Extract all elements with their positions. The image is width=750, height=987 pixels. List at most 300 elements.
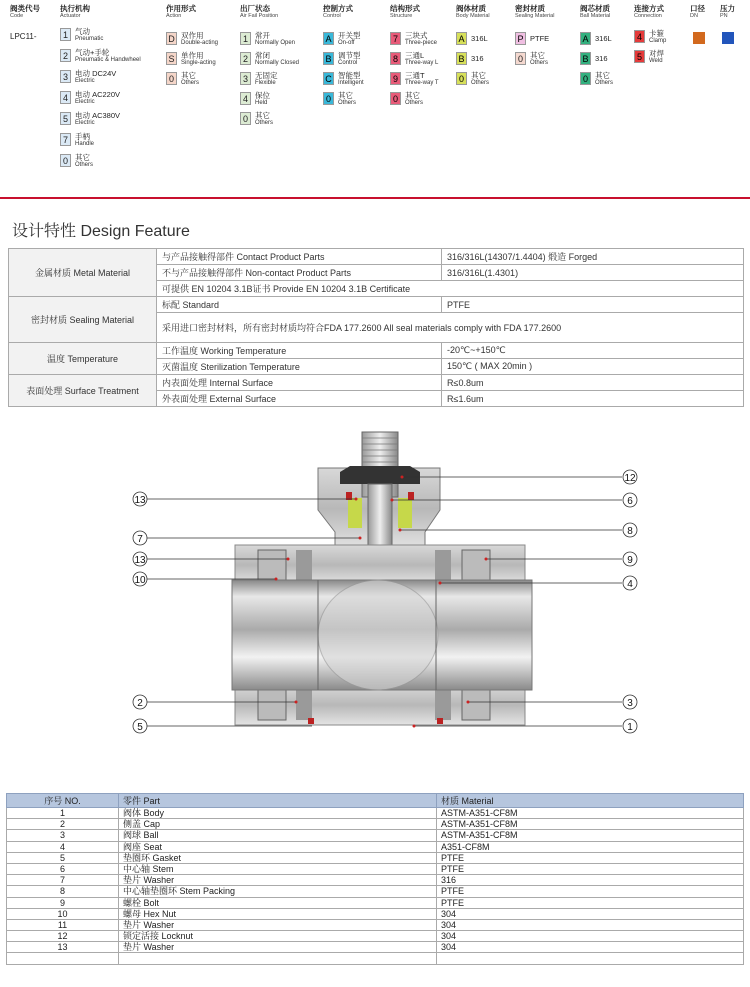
option-code-badge: 7 — [390, 32, 401, 45]
option-code-badge: A — [456, 32, 467, 45]
column-label: Electric — [75, 119, 95, 126]
spec-cell: 标配 Standard — [157, 297, 442, 313]
table-row — [7, 863, 744, 874]
callout-right-2: 6 — [627, 496, 633, 507]
column-label — [515, 4, 554, 19]
column-label: 口径 — [690, 4, 705, 13]
option-label: 对焊 — [649, 49, 664, 58]
table-cell: 2 — [7, 819, 119, 830]
gasket-tr — [435, 550, 451, 584]
code-prefix: LPC11- — [10, 32, 37, 41]
option-label: 三通L — [405, 51, 425, 60]
option-label: 其它 — [405, 91, 420, 100]
option-label — [405, 52, 438, 67]
option-item — [323, 92, 356, 107]
table-cell: 13 — [7, 942, 119, 953]
option-item — [60, 70, 116, 85]
option-label: 电动 DC24V — [75, 69, 117, 78]
option-label — [405, 92, 423, 107]
column-label: Others — [405, 99, 424, 106]
option-label — [75, 91, 120, 106]
table-header-row — [7, 794, 744, 808]
option-label: 手柄 — [75, 132, 90, 141]
column-label: Action — [166, 13, 182, 19]
header-material: 材质 Material — [437, 794, 744, 808]
table-cell: 阀座 Seat — [119, 841, 437, 852]
option-code-badge: P — [515, 32, 526, 45]
column-label — [323, 4, 353, 19]
table-cell: 304 — [437, 919, 744, 930]
option-item — [634, 50, 664, 65]
column-label: Others — [338, 99, 357, 106]
option-label: 气动 — [75, 27, 90, 36]
column-label: Others — [530, 59, 549, 66]
option-label: 双作用 — [181, 31, 204, 40]
column-label: 结构形式 — [390, 4, 420, 13]
table-cell: 7 — [7, 875, 119, 886]
column-label: 出厂状态 — [240, 4, 270, 13]
table-cell: PTFE — [437, 886, 744, 897]
option-label — [530, 32, 549, 45]
spec-value: R≤1.6um — [442, 391, 744, 407]
gasket-tl — [296, 550, 312, 584]
table-cell: ASTM-A351-CF8M — [437, 819, 744, 830]
option-label: 316L — [471, 34, 488, 43]
column-label: Air Fail Position — [240, 13, 279, 19]
column-label — [456, 4, 490, 19]
seal-mark-br — [437, 718, 443, 724]
option-label — [255, 72, 278, 87]
table-cell: 11 — [7, 919, 119, 930]
table-cell: 侧盖 Cap — [119, 819, 437, 830]
option-label: 智能型 — [338, 71, 361, 80]
packing-left — [348, 498, 362, 528]
table-cell: 3 — [7, 830, 119, 841]
column-label: PN — [720, 13, 728, 19]
option-label — [181, 52, 216, 67]
option-label — [471, 32, 488, 45]
table-cell: 锁定活接 Locknut — [119, 931, 437, 942]
table-cell: 垫片 Washer — [119, 919, 437, 930]
option-code-badge: 4 — [634, 30, 645, 43]
table-row — [9, 297, 744, 313]
column-label: 作用形式 — [166, 4, 196, 13]
table-cell: 阀体 Body — [119, 808, 437, 819]
column-label: 控制方式 — [323, 4, 353, 13]
option-label: 电动 AC380V — [75, 111, 121, 120]
option-label — [471, 72, 489, 87]
option-label: 保位 — [255, 91, 270, 100]
option-item — [60, 49, 141, 64]
table-cell: 垫片 Washer — [119, 875, 437, 886]
table-row — [7, 931, 744, 942]
option-label — [75, 133, 94, 148]
spec-cell: 可提供 EN 10204 3.1B证书 Provide EN 10204 3.1B Certificate — [157, 281, 744, 297]
option-label — [181, 32, 218, 47]
column-label: Connection — [634, 13, 662, 19]
spec-value: R≤0.8um — [442, 375, 744, 391]
table-cell: A351-CF8M — [437, 841, 744, 852]
column-label — [240, 4, 278, 19]
option-item — [60, 133, 94, 148]
option-item — [580, 52, 608, 65]
option-label — [649, 30, 666, 45]
option-label — [75, 154, 93, 169]
option-code-badge: 0 — [390, 92, 401, 105]
table-cell: 304 — [437, 931, 744, 942]
callout-left-2: 7 — [137, 534, 143, 545]
option-label: 卡箍 — [649, 29, 664, 38]
option-item — [456, 52, 484, 65]
option-item — [390, 52, 438, 67]
option-label — [75, 49, 141, 64]
column-label: Three-way T — [405, 79, 439, 86]
option-item — [240, 72, 278, 87]
option-code-badge: 7 — [60, 133, 71, 146]
col-action — [166, 4, 196, 19]
category-cell: 密封材质 Sealing Material — [9, 297, 157, 343]
option-code-badge: 0 — [515, 52, 526, 65]
table-cell: 12 — [7, 931, 119, 942]
option-item — [166, 32, 218, 47]
option-label — [338, 32, 361, 47]
option-code-badge: 0 — [240, 112, 251, 125]
spec-cell: 外表面处理 External Surface — [157, 391, 442, 407]
option-label: 其它 — [75, 153, 90, 162]
col-pn — [720, 4, 735, 19]
option-label — [595, 72, 613, 87]
option-label: 无固定 — [255, 71, 278, 80]
table-cell: 中心轴 Stem — [119, 863, 437, 874]
bolt-head-br — [462, 690, 490, 720]
option-code-badge: 5 — [634, 50, 645, 63]
table-row-blank — [7, 953, 744, 965]
column-label: Actuator — [60, 13, 81, 19]
option-item — [456, 72, 489, 87]
table-row — [7, 942, 744, 953]
header-part: 零件 Part — [119, 794, 437, 808]
col-code — [10, 4, 40, 19]
option-label — [530, 52, 548, 67]
column-label — [390, 4, 420, 19]
option-item — [580, 72, 613, 87]
callout-right-3: 8 — [627, 526, 633, 537]
table-row — [7, 919, 744, 930]
option-code-badge: 0 — [60, 154, 71, 167]
bolt-head-bl — [258, 690, 286, 720]
option-item — [515, 52, 548, 67]
column-label: Pneumatic — [75, 35, 104, 42]
option-code-badge: D — [166, 32, 177, 45]
option-item — [166, 52, 216, 67]
column-label: DN — [690, 13, 698, 19]
table-row — [9, 249, 744, 265]
column-label: Others — [75, 161, 94, 168]
column-label — [166, 4, 196, 19]
option-code-badge: S — [166, 52, 177, 65]
option-code-badge: B — [580, 52, 591, 65]
design-feature-title: 设计特性 Design Feature — [12, 223, 190, 240]
option-label — [405, 32, 437, 47]
option-item — [240, 92, 270, 107]
option-label — [471, 52, 484, 65]
spec-value: PTFE — [442, 297, 744, 313]
callout-left-6: 5 — [137, 722, 143, 733]
option-item — [323, 52, 361, 67]
column-label: Others — [181, 79, 200, 86]
callout-right-6: 3 — [627, 698, 633, 709]
option-code-badge: 1 — [240, 32, 251, 45]
option-label: 三块式 — [405, 31, 428, 40]
option-label: 其它 — [595, 71, 610, 80]
table-cell: 304 — [437, 908, 744, 919]
column-label — [580, 4, 610, 19]
option-label — [255, 112, 273, 127]
option-code-badge: 2 — [60, 49, 71, 62]
seal-right — [408, 492, 414, 500]
column-label: 阀芯材质 — [580, 4, 610, 13]
column-label: Held — [255, 99, 268, 106]
option-label — [75, 28, 103, 43]
table-row — [7, 908, 744, 919]
table-cell: 10 — [7, 908, 119, 919]
spec-value: 316/316L(14307/1.4404) 煅造 Forged — [442, 249, 744, 265]
table-cell: 垫片 Washer — [119, 942, 437, 953]
table-cell: 1 — [7, 808, 119, 819]
option-label — [181, 72, 199, 87]
option-item — [240, 52, 299, 67]
col-structure — [390, 4, 420, 19]
table-cell: 5 — [7, 852, 119, 863]
locknut-cap — [340, 466, 420, 484]
table-cell: 316 — [437, 875, 744, 886]
option-label: 三通T — [405, 71, 425, 80]
callout-left-4: 10 — [134, 575, 146, 586]
option-label: 常闭 — [255, 51, 270, 60]
option-item — [166, 72, 199, 87]
spec-value: 150℃ ( MAX 20min ) — [442, 359, 744, 375]
option-code-badge: 4 — [240, 92, 251, 105]
callout-right-1: 12 — [624, 473, 636, 484]
option-item — [60, 28, 103, 43]
option-code-badge: 0 — [166, 72, 177, 85]
table-cell: 阀球 Ball — [119, 830, 437, 841]
column-label: Control — [323, 13, 341, 19]
column-label: Others — [595, 79, 614, 86]
option-label — [255, 52, 299, 67]
col-actuator — [60, 4, 90, 19]
spec-cell: 采用进口密封材料，所有密封材质均符合FDA 177.2600 All seal materials comply with FDA 177.2600 — [157, 313, 744, 343]
option-label — [75, 112, 120, 127]
option-label: 其它 — [181, 71, 196, 80]
option-code-badge: 1 — [60, 28, 71, 41]
col-seal — [515, 4, 554, 19]
col-ball — [580, 4, 610, 19]
table-cell: 中心轴垫圈环 Stem Packing — [119, 886, 437, 897]
column-label: Intelligent — [338, 79, 364, 86]
table-cell: 9 — [7, 897, 119, 908]
callout-left-3: 13 — [134, 555, 146, 566]
category-cell: 金属材质 Metal Material — [9, 249, 157, 297]
dn-swatch — [693, 32, 705, 44]
col-dn — [690, 4, 705, 19]
gasket-br — [435, 690, 451, 720]
option-code-badge: 8 — [390, 52, 401, 65]
option-item — [323, 72, 364, 87]
callout-right-7: 1 — [627, 722, 633, 733]
option-label: 其它 — [530, 51, 545, 60]
pn-swatch — [722, 32, 734, 44]
column-label: Double-acting — [181, 39, 219, 46]
option-label — [255, 32, 295, 47]
option-code-badge: 3 — [240, 72, 251, 85]
table-row — [7, 897, 744, 908]
col-position — [240, 4, 278, 19]
option-item — [390, 92, 423, 107]
table-row — [9, 375, 744, 391]
spec-cell: 工作温度 Working Temperature — [157, 343, 442, 359]
seal-mark-bl — [308, 718, 314, 724]
option-item — [60, 112, 120, 127]
table-cell: ASTM-A351-CF8M — [437, 808, 744, 819]
category-cell: 表面处理 Surface Treatment — [9, 375, 157, 407]
column-label: Flexible — [255, 79, 276, 86]
option-label — [649, 50, 664, 65]
option-label: 其它 — [471, 71, 486, 80]
table-row — [7, 841, 744, 852]
spec-cell: 与产品接触得部件 Contact Product Parts — [157, 249, 442, 265]
category-cell: 温度 Temperature — [9, 343, 157, 375]
column-label: Body Material — [456, 13, 490, 19]
option-label: 单作用 — [181, 51, 204, 60]
spec-cell: 灭菌温度 Sterilization Temperature — [157, 359, 442, 375]
option-item — [240, 32, 295, 47]
option-label — [595, 52, 608, 65]
table-row — [7, 808, 744, 819]
option-item — [634, 30, 666, 45]
callout-right-5: 4 — [627, 579, 633, 590]
option-item — [60, 154, 93, 169]
option-label: 常开 — [255, 31, 270, 40]
table-cell: PTFE — [437, 863, 744, 874]
option-label: 其它 — [255, 111, 270, 120]
col-control — [323, 4, 353, 19]
table-row — [7, 830, 744, 841]
column-label: 执行机构 — [60, 4, 90, 13]
column-label: Normally Closed — [255, 59, 300, 66]
column-label — [690, 4, 705, 19]
table-cell: 垫圈环 Gasket — [119, 852, 437, 863]
packing-right — [398, 498, 412, 528]
table-cell — [437, 953, 744, 965]
table-cell: 6 — [7, 863, 119, 874]
table-cell: PTFE — [437, 852, 744, 863]
option-label: 316 — [595, 54, 608, 63]
option-code-badge: 2 — [240, 52, 251, 65]
callout-left-1: 13 — [134, 495, 146, 506]
column-label: Others — [255, 119, 274, 126]
spec-value: -20℃~+150℃ — [442, 343, 744, 359]
column-label: Pneumatic & Handwheel — [75, 56, 141, 63]
parts-table — [6, 793, 744, 965]
table-cell — [7, 953, 119, 965]
table-row — [7, 886, 744, 897]
column-label: On-off — [338, 39, 355, 46]
column-label: 连接方式 — [634, 4, 664, 13]
table-row — [9, 343, 744, 359]
option-item — [240, 112, 273, 127]
table-cell: PTFE — [437, 897, 744, 908]
option-code-badge: B — [456, 52, 467, 65]
option-label — [338, 52, 361, 67]
option-item — [390, 32, 437, 47]
option-label — [405, 72, 439, 87]
column-label: 压力 — [720, 4, 735, 13]
option-code-badge: 5 — [60, 112, 71, 125]
column-label: Structure — [390, 13, 413, 19]
option-label: 其它 — [338, 91, 353, 100]
table-cell: 4 — [7, 841, 119, 852]
option-label: 调节型 — [338, 51, 361, 60]
column-label: Others — [471, 79, 490, 86]
table-row — [7, 852, 744, 863]
option-label: 开关型 — [338, 31, 361, 40]
option-label — [75, 70, 116, 85]
option-label: 316 — [471, 54, 484, 63]
column-label: Normally Open — [255, 39, 296, 46]
valve-cross-section-diagram — [0, 420, 750, 750]
column-label: Electric — [75, 77, 95, 84]
table-cell: 8 — [7, 886, 119, 897]
ball — [318, 580, 438, 690]
col-connection — [634, 4, 664, 19]
table-cell: 螺栓 Bolt — [119, 897, 437, 908]
option-item — [323, 32, 361, 47]
option-item — [60, 91, 120, 106]
table-cell: 304 — [437, 942, 744, 953]
option-label — [338, 72, 364, 87]
column-label: Three-piece — [405, 39, 438, 46]
spec-cell: 不与产品接触得部件 Non-contact Product Parts — [157, 265, 442, 281]
column-label: 阀体材质 — [456, 4, 486, 13]
header-no: 序号 NO. — [7, 794, 119, 808]
option-item — [580, 32, 612, 45]
column-label: Clamp — [649, 37, 667, 44]
design-feature-table — [8, 248, 744, 407]
column-label: Three-way L — [405, 59, 439, 66]
option-code-badge: C — [323, 72, 334, 85]
column-label — [60, 4, 90, 19]
column-label: Code — [10, 13, 24, 19]
column-label: Single-acting — [181, 59, 216, 66]
option-item — [390, 72, 439, 87]
spec-cell: 内表面处理 Internal Surface — [157, 375, 442, 391]
option-code-badge: 0 — [323, 92, 334, 105]
option-label: 316L — [595, 34, 612, 43]
option-label — [595, 32, 612, 45]
option-label: 气动+手轮 — [75, 48, 110, 57]
column-label: Control — [338, 59, 358, 66]
option-label — [338, 92, 356, 107]
callout-left-5: 2 — [137, 698, 143, 709]
column-label: 密封材质 — [515, 4, 545, 13]
table-row — [7, 819, 744, 830]
column-label: Weld — [649, 57, 663, 64]
column-label: Ball Material — [580, 13, 611, 19]
table-row — [7, 875, 744, 886]
gasket-bl — [296, 690, 312, 720]
option-code-badge: A — [323, 32, 334, 45]
